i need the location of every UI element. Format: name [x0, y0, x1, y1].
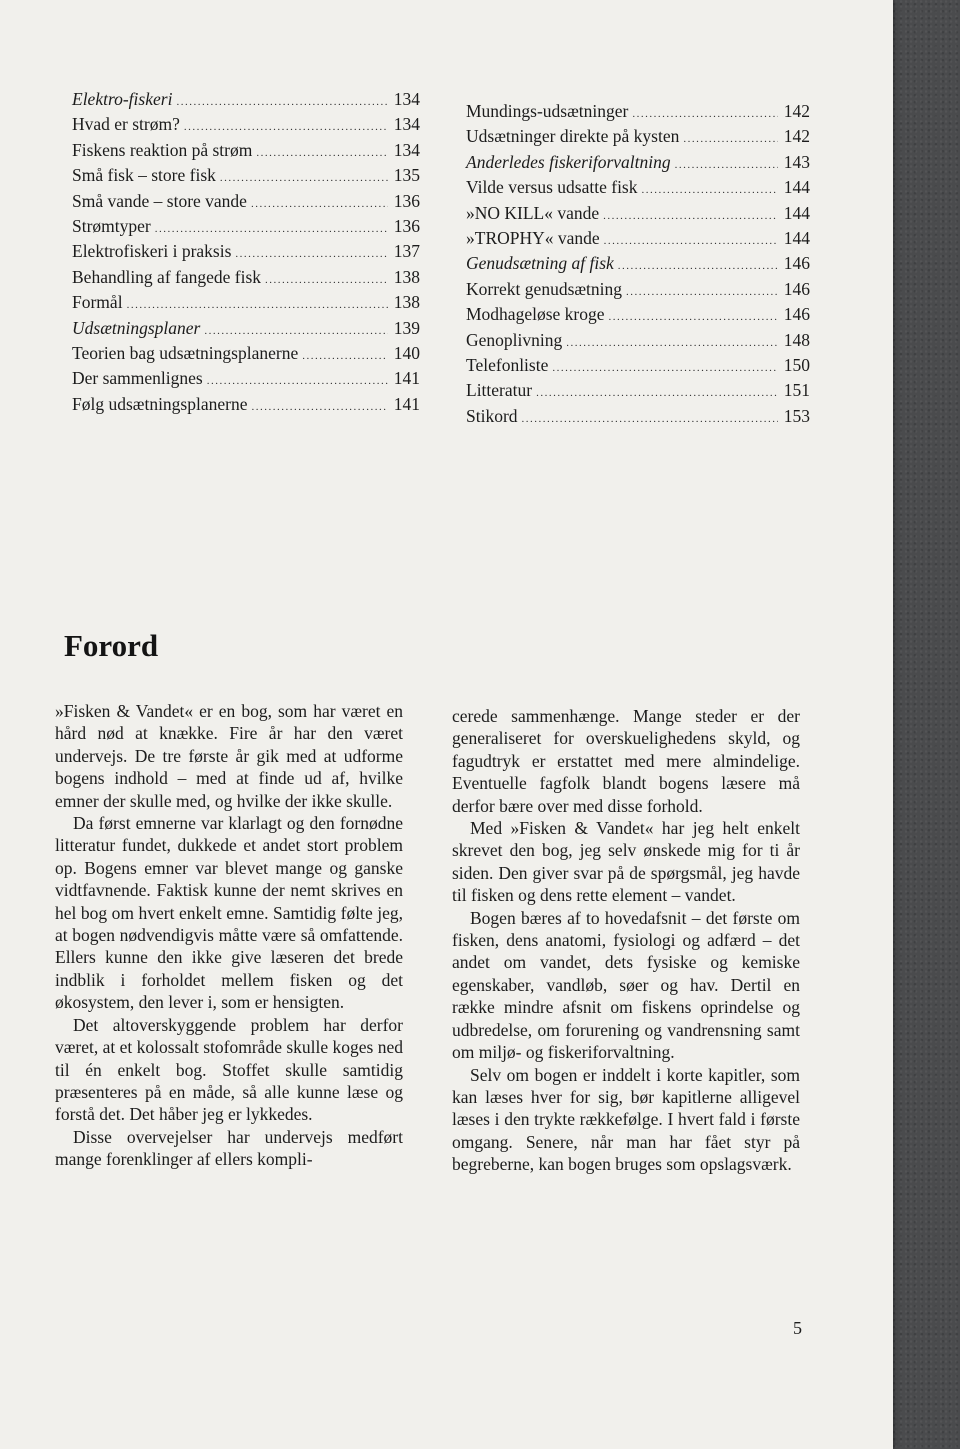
toc-entry-page: 144 — [783, 202, 810, 223]
toc-entry-title: Udsætningsplaner — [72, 317, 201, 338]
toc-entry-title: Stikord — [466, 405, 518, 426]
toc-entry-title: Følg udsætningsplanerne — [72, 393, 248, 414]
toc-leader-dots — [618, 255, 778, 277]
toc-entry-title: Behandling af fangede fisk — [72, 266, 262, 287]
toc-entry — [72, 266, 420, 291]
toc-leader-dots — [552, 357, 778, 379]
toc-entry-title: Hvad er strøm? — [72, 114, 180, 135]
toc-entry — [466, 405, 810, 430]
toc-leader-dots — [302, 345, 388, 367]
toc-entry-page: 137 — [393, 241, 420, 262]
toc-entry — [72, 291, 420, 316]
toc-entry-page: 142 — [783, 101, 810, 121]
toc-leader-dots — [207, 370, 388, 392]
toc-entry-title: Små vande – store vande — [72, 190, 247, 211]
toc-entry-title: Fiskens reaktion på strøm — [72, 139, 253, 160]
foreword-left-column — [55, 700, 403, 1171]
toc-entry-page: 138 — [393, 292, 420, 313]
toc-leader-dots — [642, 179, 779, 201]
toc-entry — [72, 367, 420, 392]
toc-entry-page: 134 — [393, 89, 420, 109]
toc-leader-dots — [566, 332, 778, 354]
toc-entry-title: Udsætninger direkte på kysten — [466, 126, 680, 147]
paragraph: cerede sammenhænge. Mange steder er der generaliseret for overskuelighedens skyld, og fagudtryk er erstattet med mere almindelige. Eventuelle fagfolk blandt bogens læsere må derfor bære over med disse forhold. — [452, 706, 800, 816]
toc-entry-title: Litteratur — [466, 380, 533, 401]
paragraph: Da først emnerne var klarlagt og den fornødne litteratur fundet, dukkede et andet stort problem op. Bogens emner var blevet mange og ganske vidtfavnende. Faktisk kunne der nemt skrives en hel bog om hvert enkelt emne. Samtidig følte jeg, at bogen nødvendigvis måtte være så omfattende. Ellers kunne den ikke give læseren det brede indblik i forholdet mellem fisken og det økosystem, den lever i, som er hensigten. — [55, 813, 403, 1013]
toc-entry-title: Strømtyper — [72, 216, 151, 237]
toc-leader-dots — [683, 128, 778, 150]
toc-right-column — [466, 100, 810, 430]
toc-entry-page: 142 — [783, 126, 810, 147]
toc-leader-dots — [626, 281, 778, 303]
toc-entry-page: 151 — [783, 380, 810, 401]
toc-entry-title: Teorien bag udsætningsplanerne — [72, 343, 299, 364]
toc-entry-page: 141 — [393, 393, 420, 414]
toc-leader-dots — [265, 269, 388, 291]
toc-entry-page: 146 — [783, 253, 810, 274]
toc-entry — [72, 139, 420, 164]
toc-entry-title: Genoplivning — [466, 329, 563, 350]
toc-entry-page: 150 — [783, 355, 810, 376]
toc-entry — [72, 164, 420, 189]
toc-leader-dots — [536, 382, 778, 404]
toc-entry — [466, 100, 810, 125]
toc-entry-page: 136 — [393, 190, 420, 211]
toc-entry-title: Anderledes fiskeriforvaltning — [466, 151, 671, 172]
toc-entry — [72, 88, 420, 113]
toc-entry — [466, 125, 810, 150]
toc-entry-title: »NO KILL« vande — [466, 202, 600, 223]
toc-entry-page: 134 — [393, 139, 420, 160]
toc-entry-page: 134 — [393, 114, 420, 135]
paragraph: Bogen bæres af to hovedafsnit – det første om fisken, dens anatomi, fysiologi og adfærd – det andet om vandet, dets fysiske og kemiske egenskaber, vandløb, søer og hav. Dertil en række mindre afsnit om fiskens oprindelse og udbredelse, om forurening og vandrensning samt om miljø- og fiskeriforvaltning. — [452, 907, 800, 1063]
toc-entry — [72, 240, 420, 265]
toc-entry-page: 153 — [783, 405, 810, 426]
toc-leader-dots — [251, 193, 388, 215]
toc-entry — [466, 329, 810, 354]
toc-leader-dots — [220, 167, 388, 189]
section-heading: Forord — [64, 628, 159, 663]
toc-entry-page: 140 — [393, 343, 420, 364]
toc-entry — [72, 113, 420, 138]
toc-left-column — [72, 88, 420, 418]
toc-entry — [466, 303, 810, 328]
toc-leader-dots — [127, 294, 388, 316]
toc-leader-dots — [184, 116, 388, 138]
toc-entry — [72, 215, 420, 240]
toc-leader-dots — [609, 306, 778, 328]
toc-entry-title: Elektro-fiskeri — [72, 89, 173, 109]
toc-entry — [466, 227, 810, 252]
toc-entry — [466, 176, 810, 201]
toc-entry — [466, 252, 810, 277]
toc-entry-page: 141 — [393, 368, 420, 389]
toc-entry — [72, 190, 420, 215]
toc-entry-page: 139 — [393, 317, 420, 338]
toc-entry — [72, 317, 420, 342]
toc-entry-title: »TROPHY« vande — [466, 228, 600, 249]
toc-leader-dots — [235, 243, 388, 265]
paragraph: Disse overvejelser har undervejs medført mange forenklinger af ellers kompli- — [55, 1126, 403, 1170]
page-number: 5 — [793, 1318, 802, 1338]
toc-entry-page: 135 — [393, 165, 420, 186]
toc-entry-page: 146 — [783, 278, 810, 299]
toc-entry — [466, 354, 810, 379]
toc-leader-dots — [256, 142, 388, 164]
paragraph: Med »Fisken & Vandet« har jeg helt enkelt skrevet den bog, jeg selv ønskede mig for ti år siden. Den giver svar på de spørgsmål, jeg havde til fisken og dens rette element – vandet. — [452, 818, 800, 906]
toc-entry-title: Elektrofiskeri i praksis — [72, 241, 232, 262]
foreword-right-column — [452, 705, 800, 1176]
toc-entry-page: 144 — [783, 177, 810, 198]
toc-entry-page: 148 — [783, 329, 810, 350]
toc-entry-title: Der sammenlignes — [72, 368, 203, 389]
toc-entry — [466, 151, 810, 176]
toc-leader-dots — [632, 103, 778, 125]
toc-entry — [72, 342, 420, 367]
toc-entry-title: Vilde versus udsatte fisk — [466, 177, 638, 198]
toc-leader-dots — [204, 320, 388, 342]
toc-leader-dots — [675, 154, 778, 176]
toc-leader-dots — [522, 408, 778, 430]
toc-entry-title: Genudsætning af fisk — [466, 253, 614, 274]
toc-entry — [466, 278, 810, 303]
toc-entry — [466, 379, 810, 404]
paragraph: »Fisken & Vandet« er en bog, som har været en hård nød at knække. Fire år har den været undervejs. De tre første år gik med at udforme bogens indhold – med at finde ud af, hvilke emner der skulle med, og hvilke der ikke skulle. — [55, 701, 403, 811]
toc-entry-title: Korrekt genudsætning — [466, 278, 623, 299]
toc-entry-title: Små fisk – store fisk — [72, 165, 216, 186]
toc-entry — [72, 393, 420, 418]
toc-leader-dots — [251, 396, 388, 418]
toc-entry-title: Telefonliste — [466, 355, 549, 376]
toc-entry-page: 143 — [783, 151, 810, 172]
toc-leader-dots — [603, 205, 778, 227]
toc-leader-dots — [155, 218, 388, 240]
toc-entry-page: 144 — [783, 228, 810, 249]
toc-leader-dots — [176, 91, 388, 113]
toc-entry — [466, 202, 810, 227]
toc-entry-title: Formål — [72, 292, 123, 313]
toc-leader-dots — [604, 230, 778, 252]
toc-entry-title: Mundings-udsætninger — [466, 101, 629, 121]
paragraph: Det altoverskyggende problem har derfor været, at et kolossalt stofområde skulle koges ned til én enkelt bog. Stoffet skulle samtidig præsenteres på en måde, så alle kunne læse og forstå det. Det håber jeg er lykkedes. — [55, 1014, 403, 1125]
toc-entry-page: 138 — [393, 266, 420, 287]
toc-entry-title: Modhageløse kroge — [466, 304, 605, 325]
paragraph: Selv om bogen er inddelt i korte kapitler, som kan læses hver for sig, bør kapitlerne alligevel læses i den trykte rækkefølge. I hvert fald i første omgang. Senere, når man har fået styr på begreberne, kan bogen bruges som opslagsværk. — [452, 1064, 800, 1175]
toc-entry-page: 146 — [783, 304, 810, 325]
toc-entry-page: 136 — [393, 216, 420, 237]
